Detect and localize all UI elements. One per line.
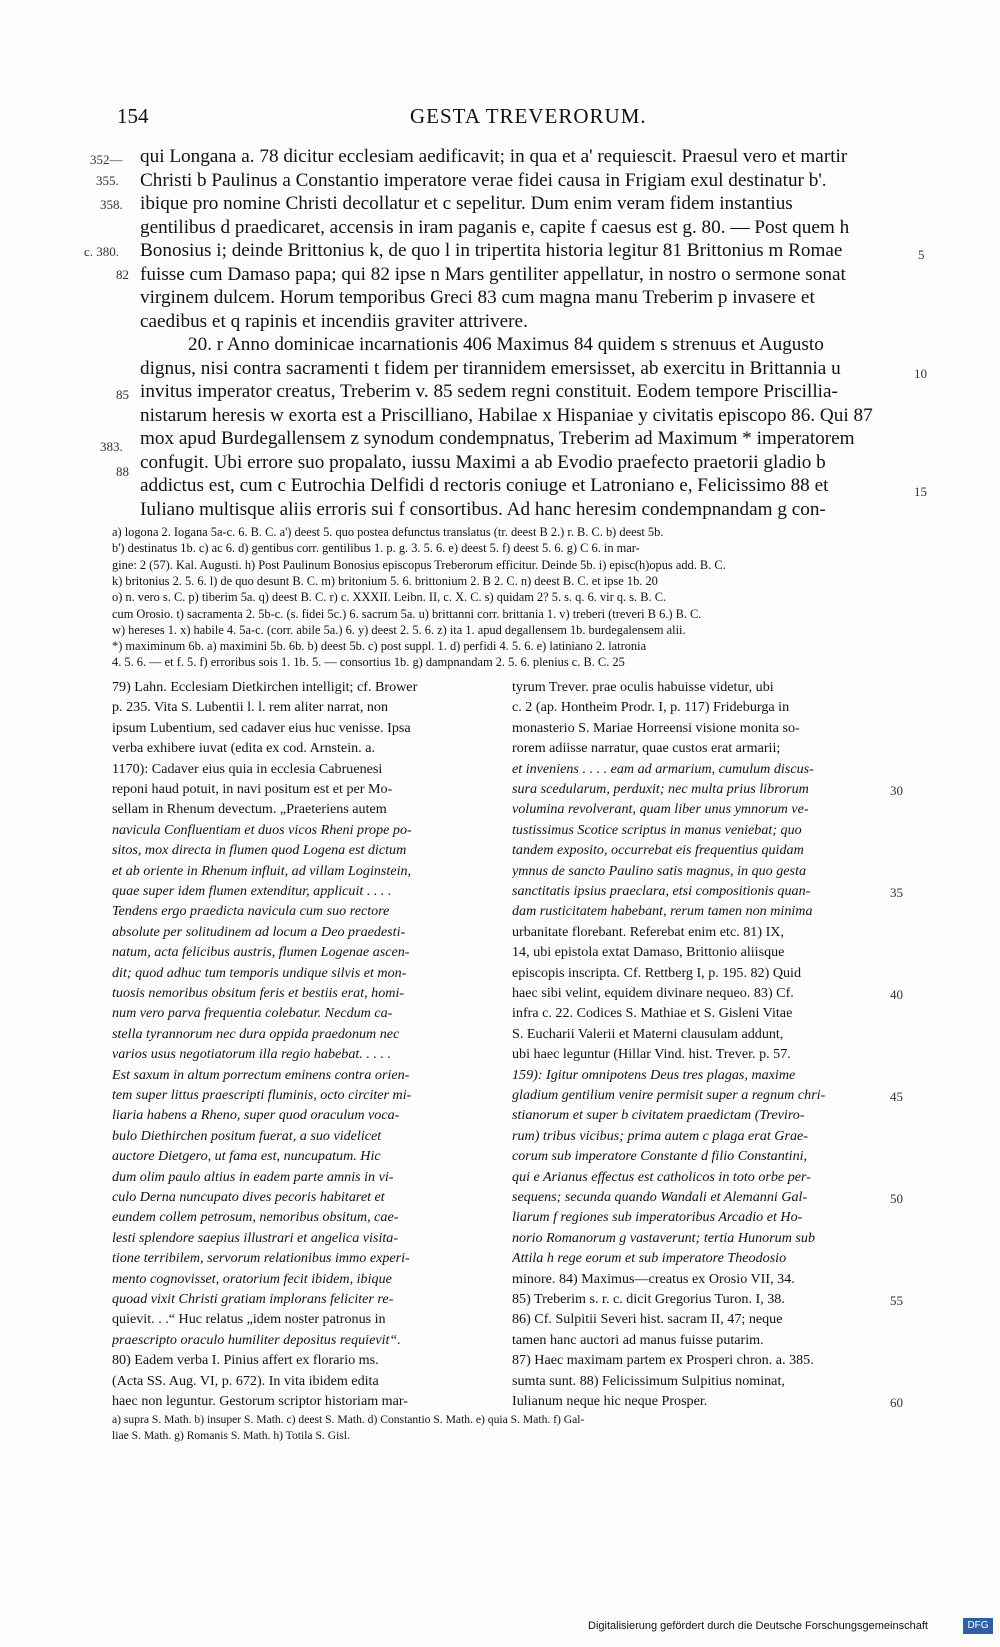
note-line: Attila h rege eorum et sub imperatore Theodosio [512,1250,787,1267]
apparatus-line: 4. 5. 6. — et f. 5. f) erroribus sois 1. 1b. 5. — consortius 1b. g) dampnandam 2. 5. 6. plenius c. B. C. 25 [112,655,625,670]
note-line: bulo Diethirchen positum fuerat, a suo videlicet [112,1127,382,1144]
note-line: tamen hanc auctori ad manus fuisse putarim. [512,1331,764,1348]
line-number: 5 [918,247,925,262]
bottom-note-line: liae S. Math. g) Romanis S. Math. h) Totila S. Gisl. [112,1429,350,1442]
note-line: Tendens ergo praedicta navicula cum suo rectore [112,903,390,920]
text-line: Christi b Paulinus a Constantio imperatore verae fidei causa in Frigiam exul destinatur b'. [140,169,827,191]
note-line: 85) Treberim s. r. c. dicit Gregorius Turon. I, 38. [512,1291,785,1307]
apparatus-line: gine: 2 (57). Kal. Augusti. h) Post Paulinum Bonosius episcopus Treberorum efficitur. Deinde 5b. i) episc(h)opus add. B. C. [112,557,726,572]
note-line: 80) Eadem verba I. Pinius affert ex florario ms. [112,1352,379,1369]
note-line: (Acta SS. Aug. VI, p. 672). In vita ibidem edita [112,1372,379,1389]
note-line: rorem adiisse narratur, quae custos erat armarii; [512,740,781,757]
note-line: stianorum et super b civitatem praedictam (Treviro- [512,1107,805,1124]
text-line: fuisse cum Damaso papa; qui 82 ipse n Mars gentiliter appellatur, in nostro o sermone sonat [140,263,846,285]
apparatus-line: a) logona 2. Iogana 5a-c. 6. B. C. a') deest 5. quo postea defunctus translatus (tr. deest B 2.) r. B. C. b) deest 5b. [112,525,664,539]
note-line: tustissimus Scotice scriptus in manus veniebat; quo [512,821,802,838]
note-line: tione terribilem, servorum relationibus immo experi- [112,1250,410,1267]
note-line: dum olim paulo altius in eadem parte amnis in vi- [112,1168,394,1185]
note-line: sequens; secunda quando Wandali et Alemanni Gal- [512,1189,808,1205]
note-line: urbanitate florebant. Referebat enim etc. 81) IX, [512,923,784,940]
note-line: monasterio S. Mariae Horreensi visione monita so- [512,719,800,736]
running-title: GESTA TREVERORUM. [410,104,647,128]
text-line: 20. r Anno dominicae incarnationis 406 Maximus 84 quidem s strenuus et Augusto [188,334,824,355]
text-line: dignus, nisi contra sacramenti t fidem per tirannidem emersisset, ab exercitu in Brittannia u [140,357,841,379]
note-line: dit; quod adhuc tum temporis undique silvis et mon- [112,964,407,981]
note-line: c. 2 (ap. Hontheim Prodr. I, p. 117) Frideburga in [512,699,790,716]
note-line: liaria habens a Rheno, super quod oraculum voca- [112,1107,400,1124]
text-line: Bonosius i; deinde Brittonius k, de quo l in tripertita historia legitur 81 Brittonius m Romae [140,240,843,261]
note-line: num vero parva frequentia colebatur. Necdum ca- [112,1005,393,1022]
margin-note: 383. [100,439,123,454]
line-number: 45 [890,1089,903,1104]
dfg-logo: DFG [963,1618,993,1634]
line-number: 50 [890,1191,903,1206]
text-line: mox apud Burdegallensem z synodum condempnatus, Treberim ad Maximum * imperatorem [140,428,855,449]
note-line: norio Romanorum g vastaverunt; tertia Hunorum sub [512,1229,816,1246]
line-number: 30 [890,783,903,798]
line-number: 55 [890,1293,903,1308]
note-line: auctore Dietgero, ut fama est, nuncupatum. Hic [112,1148,381,1165]
note-line: et ab oriente in Rhenum influit, ad villam Loginstein, [112,862,412,879]
note-line: sitos, mox directa in flumen quod Logena est dictum [112,842,407,859]
line-number: 15 [914,484,927,499]
note-line: varios usus negotiatorum illa regio habebat. . . . . [112,1046,391,1063]
note-line: gladium gentilium venire permisit super a regnum chri- [512,1087,826,1103]
note-line: 14, ubi epistola extat Damaso, Brittonio aliisque [512,944,785,961]
margin-note: 85 [116,387,129,402]
note-line: sura scedularum, perduxit; nec multa prius librorum [512,781,809,797]
margin-note: 355. [96,173,119,188]
line-number: 10 [914,366,927,381]
note-line: ubi haec leguntur (Hillar Vind. hist. Trever. p. 57. [512,1046,791,1063]
margin-note: c. 380. [84,244,120,259]
text-line: nistarum heresis w exorta est a Priscilliano, Habilae x Hispaniae y civitatis episcopo 86. Qui 87 [140,404,873,426]
note-line: haec non leguntur. Gestorum scriptor historiam mar- [112,1393,409,1409]
note-line: ymnus de sancto Paulino satis magnus, in quo gesta [512,862,807,879]
apparatus-line: w) hereses 1. x) habile 4. 5a-c. (corr. abile 5a.) 6. y) deest 2. 5. 6. z) ita 1. apud degallensem 1b. burdegalensem alii. [112,622,686,637]
apparatus-line: o) n. vero s. C. p) tiberim 5a. q) deest B. C. r) c. XXXII. Leibn. II, c. X. C. s) quidam 2? 5. s. q. 6. vir q. s. B. C. [112,590,667,605]
text-line: gentilibus d praedicaret, accensis in iram paganis e, capite f caesus est g. 80. — Post quem h [140,216,850,238]
note-line: culo Derna nuncupato dives pecoris habitaret et [112,1189,385,1205]
text-line: qui Longana a. 78 dicitur ecclesiam aedificavit; in qua et a' requiescit. Praesul vero et martir [140,146,848,167]
text-line: ibique pro nomine Christi decollatur et c sepelitur. Dum enim veram fidem instantius [140,193,793,214]
line-number: 35 [890,885,903,900]
note-line: navicula Confluentiam et duos vicos Rheni prope po- [112,821,412,838]
margin-note: 82 [116,267,129,282]
note-line: reponi haud potuit, in navi positum est et per Mo- [112,781,393,797]
note-line: liarum f regiones sub imperatoribus Arcadio et Ho- [512,1209,803,1226]
note-line: tuosis nemoribus obsitum feris et bestiis erat, homi- [112,985,405,1001]
bottom-note-line: a) supra S. Math. b) insuper S. Math. c) deest S. Math. d) Constantio S. Math. e) quia S. Math. f) Gal- [112,1413,585,1426]
note-line: quievit. . .“ Huc relatus „idem noster patronus in [112,1311,386,1328]
note-line: volumina revolverant, quam liber unus ymnorum ve- [512,801,809,818]
text-line: invitus imperator creatus, Treberim v. 85 sedem regni constituit. Eodem tempore Priscillia- [140,381,838,402]
note-line: quoad vixit Christi gratiam implorans feliciter re- [112,1291,394,1307]
note-line: p. 235. Vita S. Lubentii l. l. rem aliter narrat, non [112,699,389,716]
text-line: caedibus et q rapinis et incendiis graviter attrivere. [140,310,528,332]
note-line: praescripto oraculo humiliter depositus requievit“. [112,1331,401,1348]
note-line: 159): Igitur omnipotens Deus tres plagas, maxime [512,1066,796,1083]
note-line: minore. 84) Maximus—creatus ex Orosio VII, 34. [512,1270,795,1287]
note-line: stella tyrannorum nec dura oppida praedonum nec [112,1025,400,1042]
note-line: eundem collem petrosum, nemoribus obsitum, cae- [112,1209,399,1226]
note-line: tandem exposito, occurrebat eis frequentius quidam [512,842,804,859]
note-line: 1170): Cadaver eius quia in ecclesia Cabruenesi [112,760,383,777]
note-line: tyrum Trever. prae oculis habuisse videtur, ubi [512,679,774,695]
apparatus-line: cum Orosio. t) sacramenta 2. 5b-c. (s. fidei 5c.) 6. sacrum 5a. u) brittanni corr. brittania 1. v) treberi (treveri B 6.) B. C. [112,606,702,621]
text-line: confugit. Ubi errore suo propalato, iussu Maximi a ab Evodio praefecto praetorii gladio b [140,451,826,473]
text-line: addictus est, cum c Eutrochia Delfidi d rectoris coniuge et Latroniano e, Felicissimo 88 et [140,475,829,496]
note-line: tem super littus praescripti fluminis, octo circiter mi- [112,1087,412,1103]
note-line: S. Eucharii Valerii et Materni clausulam addunt, [512,1025,784,1042]
note-line: infra c. 22. Codices S. Mathiae et S. Gisleni Vitae [512,1005,793,1022]
note-line: corum sub imperatore Constante d filio Constantini, [512,1148,808,1165]
apparatus-line: k) britonius 2. 5. 6. l) de quo desunt B. C. m) britonium 5. 6. brittonium 2. B 2. C. n) deest B. C. et ipse 1b. 20 [112,573,658,588]
note-line: sumta sunt. 88) Felicissimum Sulpitius nominat, [512,1372,785,1389]
note-line: verba exhibere iuvat (edita ex cod. Arnstein. a. [112,740,375,757]
note-line: quae super idem flumen extenditur, applicuit . . . . [112,883,392,899]
note-line: dam rusticitatem habebant, rerum tamen non minima [512,903,813,920]
line-number: 60 [890,1395,903,1410]
note-line: sellam in Rhenum devectum. „Praeteriens autem [112,801,387,818]
note-line: qui e Arianus effectus est catholicos in toto orbe per- [512,1168,811,1185]
note-line: 79) Lahn. Ecclesiam Dietkirchen intelligit; cf. Brower [112,679,418,695]
apparatus-line: b') destinatus 1b. c) ac 6. d) gentibus corr. gentilibus 1. p. g. 3. 5. 6. e) deest 5. f) deest 5. 6. g) C 6. in mar- [112,541,640,556]
note-line: haec sibi velint, equidem divinare nequeo. 83) Cf. [512,985,794,1001]
note-line: Iulianum neque hic neque Prosper. [512,1393,708,1409]
note-line: et inveniens . . . . eam ad armarium, cumulum discus- [512,760,814,777]
note-line: 86) Cf. Sulpitii Severi hist. sacram II, 47; neque [512,1311,783,1328]
note-line: natum, acta felicibus austris, flumen Logenae ascen- [112,944,410,961]
margin-note: 352— [90,152,123,167]
note-line: episcopis inscripta. Cf. Rettberg I, p. 195. 82) Quid [512,964,802,981]
note-line: ipsum Lubentium, sed cadaver eius huc venisse. Ipsa [112,719,411,736]
note-line: 87) Haec maximam partem ex Prosperi chron. a. 385. [512,1352,814,1369]
text-line: Iuliano multisque aliis erroris sui f consortibus. Ad hanc heresim condempnandam g con- [140,498,826,520]
margin-note: 88 [116,464,129,479]
apparatus-line: *) maximinum 6b. a) maximini 5b. 6b. b) deest 5b. c) post suppl. 1. d) perfidi 4. 5. 6. e) latiniano 2. latronia [112,639,647,654]
digitization-credit: Digitalisierung gefördert durch die Deutsche Forschungsgemeinschaft [588,1620,928,1632]
text-line: virginem dulcem. Horum temporibus Greci 83 cum magna manu Treberim p invasere et [140,287,815,308]
note-line: rum) tribus vicibus; prima autem c plaga erat Grae- [512,1127,808,1144]
note-line: absolute per solitudinem ad locum a Deo praedesti- [112,923,406,940]
note-line: lesti splendore saepius illustrari et angelica visita- [112,1229,399,1246]
page-number: 154 [117,104,149,128]
note-line: mento cognovisset, oratorium fecit ibidem, ibique [112,1270,392,1287]
line-number: 40 [890,987,903,1002]
note-line: sanctitatis ipsius praeclara, etsi compositionis quan- [512,883,811,899]
note-line: Est saxum in altum porrectum eminens contra orien- [112,1066,410,1083]
margin-note: 358. [100,197,123,212]
